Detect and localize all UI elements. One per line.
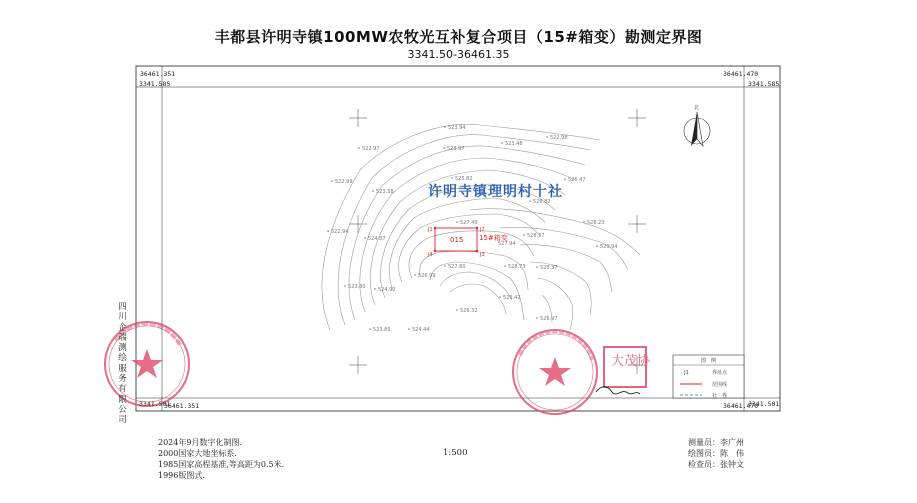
contour-label: 524.87	[368, 236, 386, 242]
coord-bottom-right-y: 3341.501	[748, 400, 780, 408]
contour-label: 529.94	[600, 244, 618, 250]
point-label-j2: J2	[480, 227, 485, 233]
boundary-point	[476, 227, 478, 229]
coord-bottom-left-y: 3341.501	[139, 400, 171, 408]
company-name-char: 限	[118, 394, 127, 405]
boundary-point	[476, 250, 478, 252]
note-line-2: 2000国家大地坐标系.	[158, 449, 237, 458]
contour-label: 527.80	[448, 264, 466, 270]
contour-label: 522.99	[335, 179, 353, 185]
company-name-char: 四	[118, 302, 127, 312]
company-name-char: 川	[118, 312, 127, 323]
contour-label: 523.94	[448, 125, 466, 131]
map-title: 丰都县许明寺镇100MW农牧光互补复合项目（15#箱变）勘测定界图	[214, 28, 703, 46]
place-name: 许明寺镇理明村十社	[428, 184, 563, 200]
contour-label: 528.23	[587, 220, 605, 226]
drafter: 绘图员：陈 伟	[688, 449, 744, 458]
contour-label: 527.94	[498, 241, 516, 247]
point-label-j1: J1	[428, 227, 433, 233]
coord-top-right-y: 3341.585	[748, 80, 780, 88]
boundary-point	[434, 250, 436, 252]
company-name-vertical	[117, 302, 128, 426]
contour-label: 523.97	[447, 146, 465, 152]
parcel-name: 15#箱变	[479, 234, 508, 242]
legend-label-community: 社 界	[712, 393, 728, 399]
contour-label: 528.37	[540, 265, 558, 271]
north-label: 北	[694, 105, 700, 111]
point-label-j4: J4	[428, 252, 433, 258]
contour-label: 523.89	[373, 327, 391, 333]
contour-label: 524.44	[412, 327, 430, 333]
contour-label: 528.73	[508, 264, 526, 270]
contour-label: 527.49	[460, 220, 478, 226]
sheet-number: 3341.50-36461.35	[407, 48, 510, 61]
coord-top-left-x: 36461.351	[140, 70, 176, 78]
contour-label: 522.97	[362, 146, 380, 152]
contour-label: 524.92	[378, 287, 396, 293]
company-name-char: 测	[118, 343, 127, 354]
square-seal-text: 大茂协	[611, 354, 651, 369]
company-name-char: 服	[118, 363, 127, 374]
company-name-char: 企	[118, 322, 127, 333]
legend-box	[673, 355, 744, 399]
contour-label: 528.37	[527, 233, 545, 239]
contour-label: 522.94	[331, 229, 349, 235]
coord-bottom-right-x: 36461.470	[723, 402, 759, 410]
contour-label: 528.97	[540, 316, 558, 322]
coord-top-right-x: 36461.470	[723, 70, 759, 78]
square-seal	[604, 347, 651, 387]
surveyor: 测量员：李广州	[688, 438, 744, 447]
contour-label: 526.82	[533, 199, 551, 205]
contour-label: 523.80	[348, 284, 366, 290]
company-name-char: 公	[118, 404, 127, 415]
company-name-char: 瑞	[118, 332, 127, 343]
contour-label: 525.82	[455, 176, 473, 182]
company-name-char: 司	[118, 415, 127, 426]
coord-bottom-left-x: 36461.351	[164, 402, 200, 410]
note-line-3: 1985国家高程基准,等高距为0.5米.	[158, 460, 285, 469]
contour-label: 526.42	[503, 295, 521, 301]
contour-label: 526.47	[568, 177, 586, 183]
legend-label-boundary: 范围线	[712, 382, 728, 388]
point-label-j3: J3	[480, 252, 485, 258]
company-name-char: 有	[118, 384, 127, 395]
company-name-char: 绘	[118, 353, 127, 364]
north-arrow-icon	[684, 112, 710, 146]
legend-title: 图 例	[701, 358, 717, 364]
checker: 检查员：张钟文	[688, 460, 744, 469]
legend-symbol-point: · J1	[681, 370, 689, 376]
contour-label: 526.99	[418, 273, 436, 279]
boundary-point	[434, 227, 436, 229]
contour-label: 522.98	[550, 135, 568, 141]
legend-label-point: 界址点	[712, 370, 728, 376]
company-name-char: 务	[118, 374, 127, 385]
parcel-id: 015	[450, 236, 464, 244]
coord-top-left-y: 3341.585	[139, 80, 171, 88]
village-seal	[513, 330, 597, 414]
contour-label: 526.32	[460, 308, 478, 314]
contour-label: 523.38	[376, 189, 394, 195]
note-line-1: 2024年9月数字化制图.	[158, 438, 242, 447]
contour-label: 523.48	[505, 141, 523, 147]
note-line-4: 1996版图式.	[158, 471, 205, 480]
map-scale: 1:500	[443, 448, 468, 458]
